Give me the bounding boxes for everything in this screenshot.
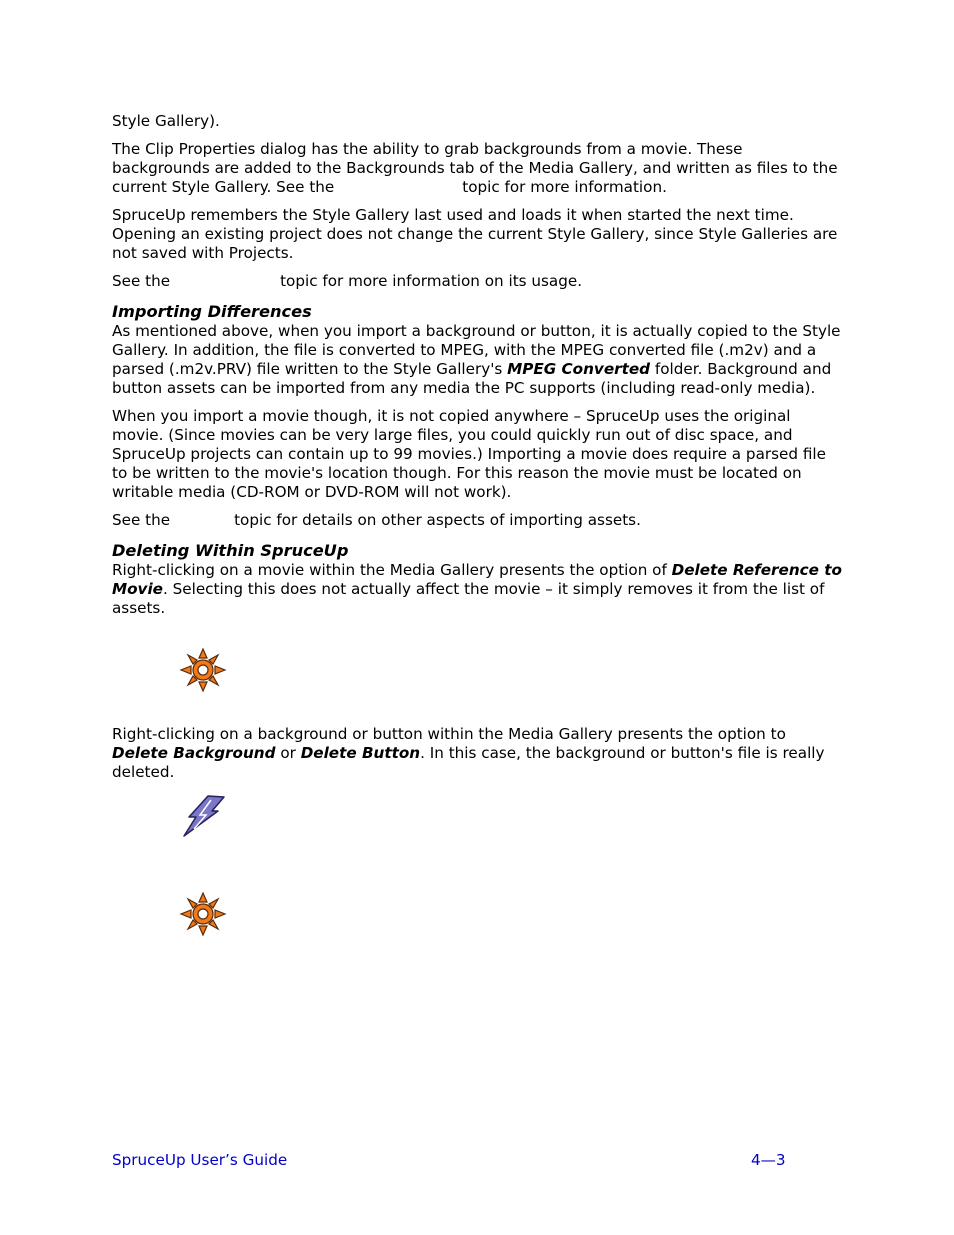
paragraph-delete-movie: Right-clicking on a movie within the Media Gallery presents the option of Delete Reference to Movie. Selecting this does not actually affect the movie – it simply removes it from the list of assets. [112, 561, 842, 617]
heading-importing-differences: Importing Differences [112, 302, 312, 321]
document-body [112, 112, 842, 627]
paragraph-clip-properties: The Clip Properties dialog has the ability to grab backgrounds from a movie. These backgrounds are added to the Backgrounds tab of the Media Gallery, and written as files to the current Style Gallery. See the topic for more information. [112, 140, 838, 196]
paragraph-see-usage: See the topic for more information on its usage. [112, 272, 583, 290]
paragraph-delete-background: Right-clicking on a background or button within the Media Gallery presents the option to Delete Background or Delete Button. In this case, the background or button's file is really deleted. [112, 725, 825, 781]
paragraph-import-background: As mentioned above, when you import a background or button, it is actually copied to the Style Gallery. In addition, the file is converted to MPEG, with the MPEG converted file (.m2v) and a parsed (.m2v.PRV) file written to the Style Gallery's MPEG Converted folder. Background and button assets can be imported from any media the PC supports (including read-only media). [112, 322, 841, 397]
lightning-icon [178, 793, 228, 839]
paragraph-see-details: See the topic for details on other aspects of importing assets. [112, 511, 641, 529]
sun-icon [178, 892, 228, 936]
document-body-lower [112, 725, 842, 791]
footer-page-number: 4—3 [751, 1151, 786, 1169]
heading-deleting-within: Deleting Within SpruceUp [112, 541, 349, 560]
footer-title: SpruceUp User’s Guide [112, 1151, 288, 1169]
sun-icon [178, 648, 228, 692]
paragraph-remembers: SpruceUp remembers the Style Gallery last used and loads it when started the next time. Opening an existing project does not change the current Style Gallery, since Style Galleries are not saved with Projects. [112, 206, 838, 262]
paragraph-import-movie: When you import a movie though, it is not copied anywhere – SpruceUp uses the original movie. (Since movies can be very large files, you could quickly run out of disc space, and SpruceUp projects can contain up to 99 movies.) Importing a movie does require a parsed file to be written to the movie's location though. For this reason the movie must be located on writable media (CD-ROM or DVD-ROM will not work). [112, 407, 826, 501]
paragraph-continuation: Style Gallery). [112, 112, 220, 130]
